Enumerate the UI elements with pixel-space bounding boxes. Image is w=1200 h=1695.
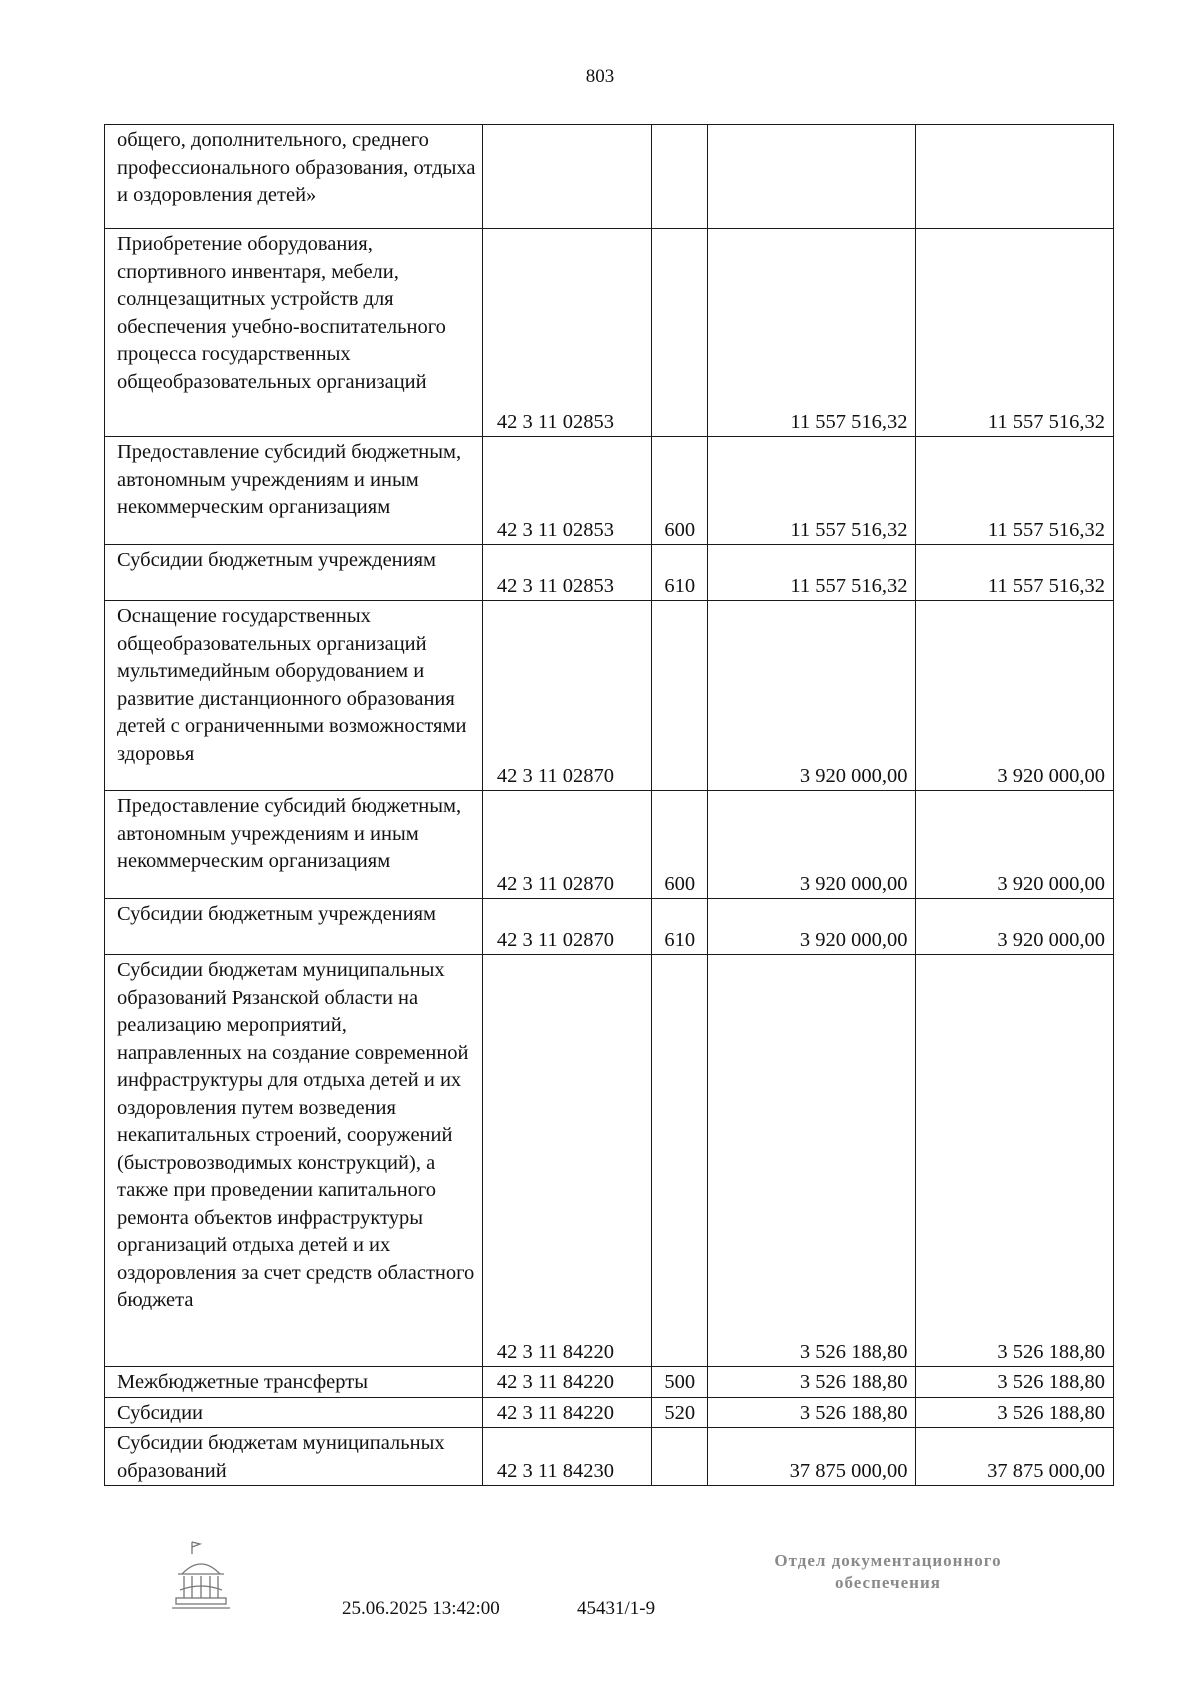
row-sum-1: 3 526 188,80 [708,1367,916,1398]
row-name: Межбюджетные трансферты [105,1367,483,1398]
row-sum-2: 3 920 000,00 [916,899,1114,955]
footer-document-number: 45431/1-9 [577,1598,656,1619]
row-code [482,125,652,229]
row-sum-2: 11 557 516,32 [916,437,1114,545]
row-code: 42 3 11 02853 [482,545,652,601]
row-sum-1: 3 920 000,00 [708,601,916,791]
table-row [105,1367,1114,1398]
table-row [105,955,1114,1367]
row-expense-type [652,601,708,791]
table-row [105,125,1114,229]
page-footer [0,1540,1200,1660]
table-row [105,229,1114,437]
row-sum-2: 3 920 000,00 [916,791,1114,899]
table-row [105,545,1114,601]
row-expense-type [652,1428,708,1486]
row-expense-type [652,955,708,1367]
row-name: Приобретение оборудования, спортивного инвентаря, мебели, солнцезащитных устройств для обеспечения учебно-воспитательного процесса государственных общеобразовательных организаций [105,229,483,437]
row-expense-type: 520 [652,1397,708,1428]
row-code: 42 3 11 02870 [482,899,652,955]
row-expense-type: 600 [652,791,708,899]
row-sum-1: 11 557 516,32 [708,229,916,437]
stamp-line-1: Отдел документационного [774,1551,1002,1570]
footer-datetime: 25.06.2025 13:42:00 [342,1598,500,1619]
table-row [105,1397,1114,1428]
row-sum-2: 11 557 516,32 [916,229,1114,437]
row-sum-2 [916,125,1114,229]
row-code: 42 3 11 84220 [482,1367,652,1398]
row-name: Субсидии [105,1397,483,1428]
row-name: Субсидии бюджетам муниципальных образований [105,1428,483,1486]
row-sum-1: 3 920 000,00 [708,899,916,955]
row-sum-2: 3 526 188,80 [916,1367,1114,1398]
table-row [105,1428,1114,1486]
row-name: Предоставление субсидий бюджетным, автономным учреждениям и иным некоммерческим организациям [105,791,483,899]
row-sum-1: 11 557 516,32 [708,437,916,545]
table-row [105,601,1114,791]
table-row [105,437,1114,545]
page-number: 803 [585,66,615,87]
row-sum-1: 3 526 188,80 [708,955,916,1367]
table-row [105,899,1114,955]
row-name: общего, дополнительного, среднего профессионального образования, отдыха и оздоровления детей» [105,125,483,229]
row-sum-2: 37 875 000,00 [916,1428,1114,1486]
row-code: 42 3 11 84220 [482,955,652,1367]
stamp-line-2: обеспечения [835,1573,941,1592]
row-code: 42 3 11 84220 [482,1397,652,1428]
row-code: 42 3 11 02870 [482,601,652,791]
row-sum-2: 3 526 188,80 [916,1397,1114,1428]
row-sum-1: 3 526 188,80 [708,1397,916,1428]
department-stamp [738,1550,1038,1594]
row-expense-type [652,229,708,437]
row-expense-type [652,125,708,229]
row-name: Оснащение государственных общеобразовательных организаций мультимедийным оборудованием и развитие дистанционного образования детей с ограниченными возможностями здоровья [105,601,483,791]
row-name: Субсидии бюджетным учреждениям [105,545,483,601]
row-expense-type: 600 [652,437,708,545]
row-name: Субсидии бюджетам муниципальных образований Рязанской области на реализацию мероприятий, направленных на создание современной инфраструктуры для отдыха детей и их оздоровления путем возведения некапитальных строений, сооружений (быстровозводимых конструкций), а также при проведении капитального ремонта объектов инфраструктуры организаций отдыха детей и их оздоровления за счет средств областного бюджета [105,955,483,1367]
row-sum-1: 3 920 000,00 [708,791,916,899]
row-sum-1 [708,125,916,229]
row-expense-type: 500 [652,1367,708,1398]
row-code: 42 3 11 02870 [482,791,652,899]
row-sum-2: 3 526 188,80 [916,955,1114,1367]
table-row [105,791,1114,899]
row-sum-1: 37 875 000,00 [708,1428,916,1486]
row-expense-type: 610 [652,899,708,955]
row-name: Субсидии бюджетным учреждениям [105,899,483,955]
row-sum-2: 11 557 516,32 [916,545,1114,601]
row-code: 42 3 11 02853 [482,437,652,545]
row-sum-2: 3 920 000,00 [916,601,1114,791]
budget-table [104,124,1114,1486]
row-expense-type: 610 [652,545,708,601]
building-logo-icon [170,1540,232,1612]
row-code: 42 3 11 02853 [482,229,652,437]
row-sum-1: 11 557 516,32 [708,545,916,601]
row-name: Предоставление субсидий бюджетным, автономным учреждениям и иным некоммерческим организациям [105,437,483,545]
row-code: 42 3 11 84230 [482,1428,652,1486]
